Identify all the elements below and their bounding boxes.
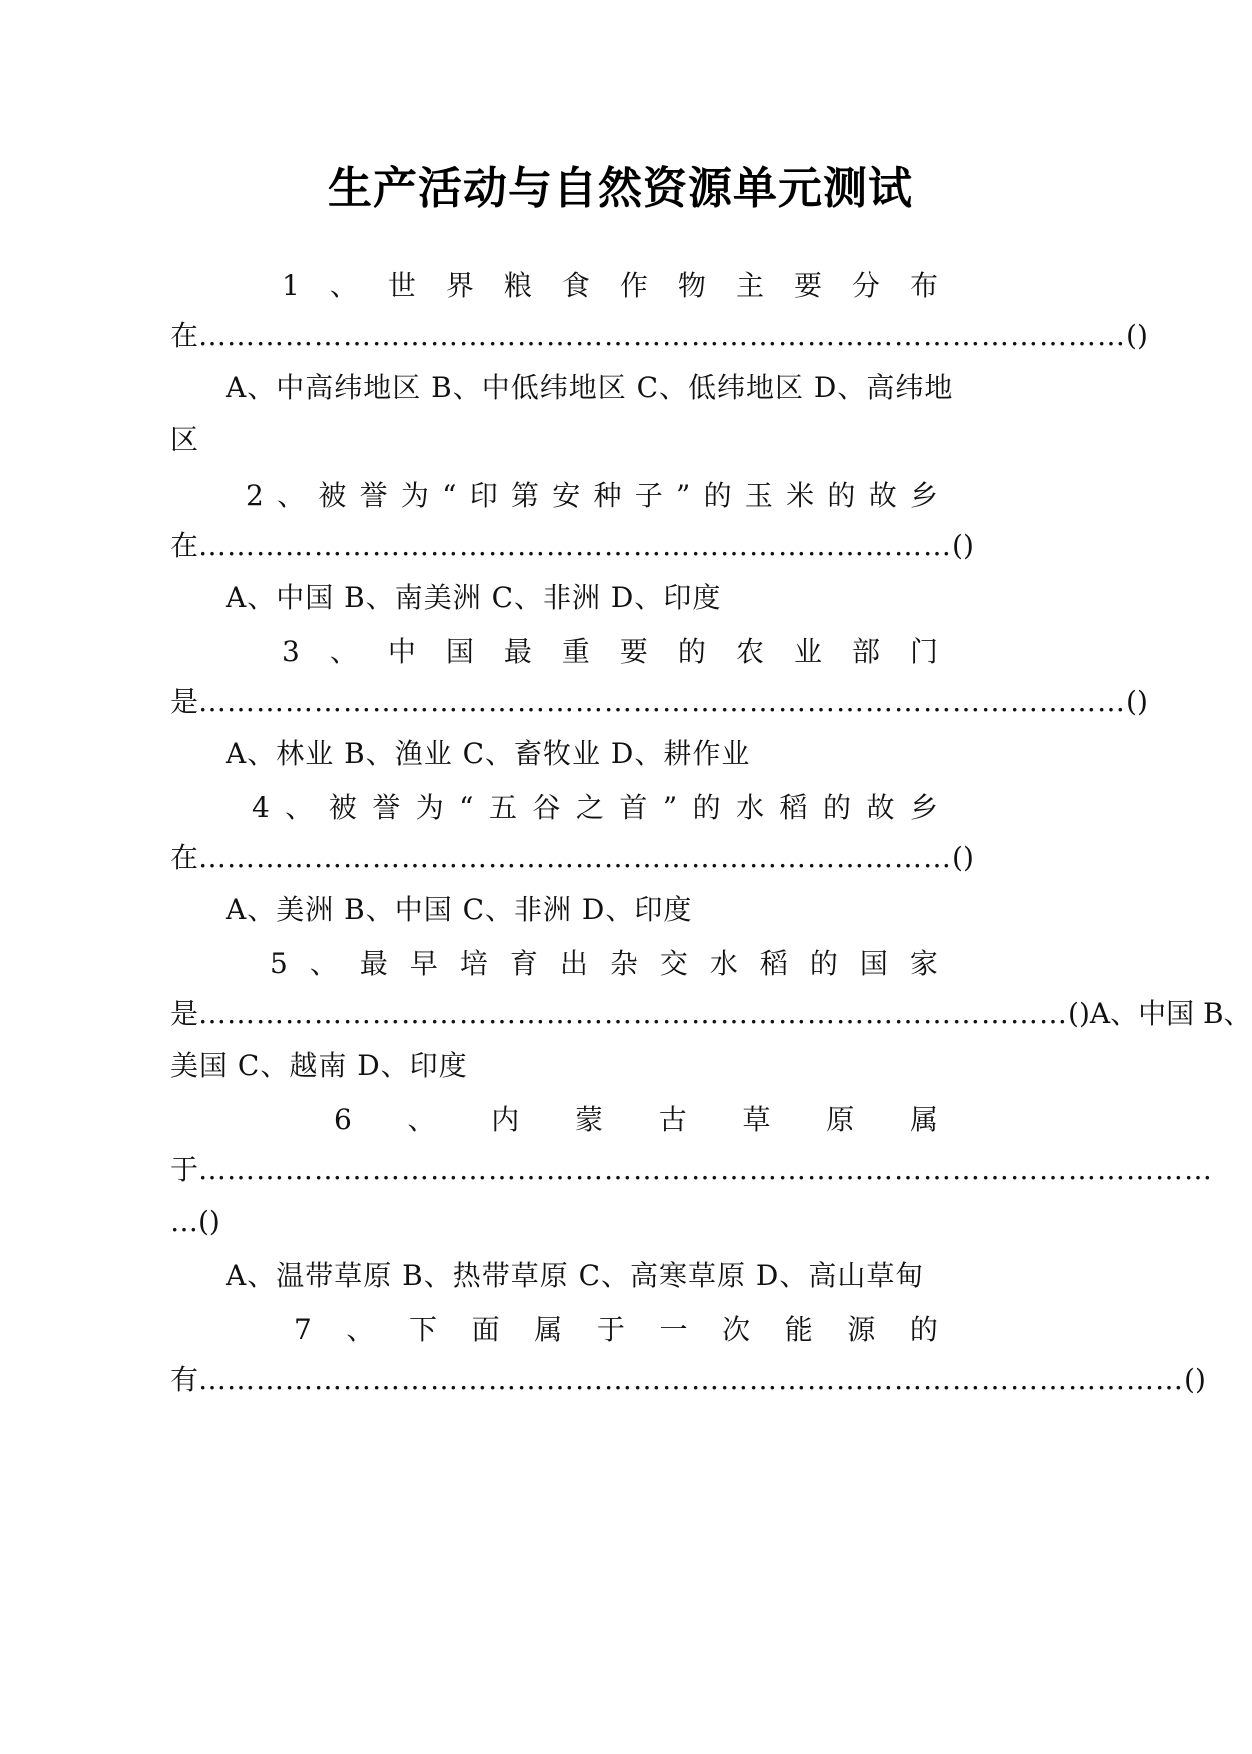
question-3-answer-line: 是 …………………………………………………………………………………… () xyxy=(170,682,890,722)
question-4-answer-line: 在 …………………………………………………………………… () xyxy=(170,838,732,878)
question-5-stem: 5 、 最 早 培 育 出 杂 交 水 稻 的 国 家 xyxy=(270,947,938,980)
question-6-options: A、温带草原 B、热带草原 C、高寒草原 D、高山草甸 xyxy=(226,1259,925,1292)
dot-leader: ………………………………………………………………………………………… xyxy=(198,1363,1185,1396)
question-3-stem: 3 、 中 国 最 重 要 的 农 业 部 门 xyxy=(282,635,938,668)
document-title: 生产活动与自然资源单元测试 xyxy=(328,163,913,214)
question-5-answer-line: 是 ……………………………………………………………………………… ()A、中国 B、 xyxy=(170,994,940,1034)
answer-blank: () xyxy=(952,841,974,874)
question-2-stem: 2 、 被 誉 为 “ 印 第 安 种 子 ” 的 玉 米 的 故 乡 xyxy=(246,479,938,512)
question-7-answer-line: 有 ………………………………………………………………………………………… () xyxy=(170,1360,912,1400)
answer-blank-and-options: ()A、中国 B、 xyxy=(1068,997,1252,1030)
answer-blank: () xyxy=(1184,1363,1206,1396)
answer-blank: () xyxy=(1126,685,1148,718)
answer-blank: () xyxy=(198,1205,220,1238)
question-1-stem: 1 、 世 界 粮 食 作 物 主 要 分 布 xyxy=(282,269,938,302)
question-6-answer-line: 于 …………………………………………………………………………………………… xyxy=(170,1150,940,1190)
question-6-answer-line-continued xyxy=(170,1202,370,1242)
dot-leader: … xyxy=(170,1205,198,1238)
question-3-options: A、林业 B、渔业 C、畜牧业 D、耕作业 xyxy=(226,737,751,770)
answer-blank: () xyxy=(952,529,974,562)
dot-leader: …………………………………………………………………… xyxy=(198,529,953,562)
question-2-answer-line: 在 …………………………………………………………………… () xyxy=(170,526,732,566)
question-4-options: A、美洲 B、中国 C、非洲 D、印度 xyxy=(226,893,693,926)
dot-leader: ……………………………………………………………………………… xyxy=(198,997,1069,1030)
answer-blank: () xyxy=(1126,319,1148,352)
question-4-stem: 4 、 被 誉 为 “ 五 谷 之 首 ” 的 水 稻 的 故 乡 xyxy=(252,791,938,824)
dot-leader: …………………………………………………………………………………… xyxy=(198,685,1127,718)
question-5-options-continued: 美国 C、越南 D、印度 xyxy=(170,1049,468,1082)
question-7-stem: 7 、 下 面 属 于 一 次 能 源 的 xyxy=(294,1313,938,1346)
question-1-options: A、中高纬地区 B、中低纬地区 C、低纬地区 D、高纬地 xyxy=(226,371,954,404)
question-1-options-continued: 区 xyxy=(170,423,199,456)
question-1-answer-line: 在 …………………………………………………………………………………… () xyxy=(170,316,890,356)
question-2-options: A、中国 B、南美洲 C、非洲 D、印度 xyxy=(226,581,722,614)
dot-leader: …………………………………………………………………………………………… xyxy=(198,1153,1214,1186)
dot-leader: …………………………………………………………………… xyxy=(198,841,953,874)
dot-leader: …………………………………………………………………………………… xyxy=(198,319,1127,352)
question-6-stem: 6 、 内 蒙 古 草 原 属 xyxy=(334,1103,938,1136)
